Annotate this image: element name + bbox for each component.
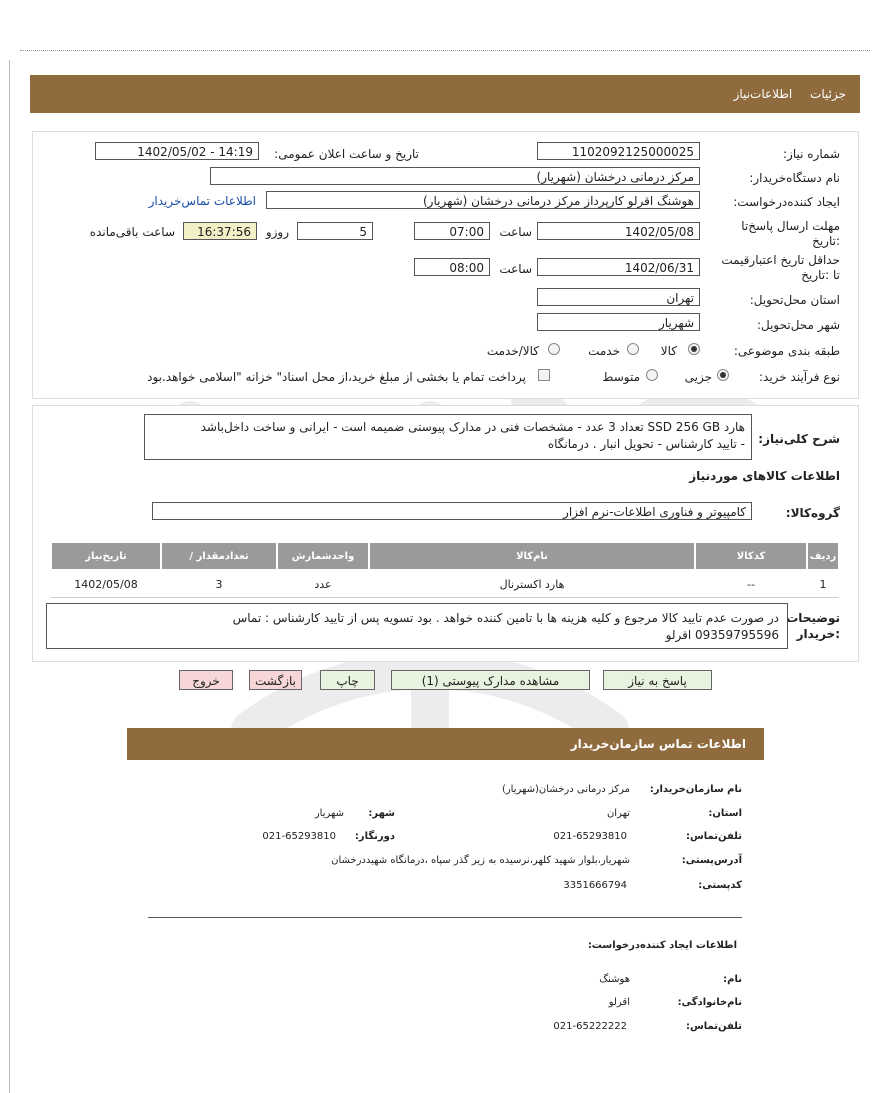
buyer-field: مرکز درمانی درخشان (شهریار) (210, 167, 700, 185)
deadline-time-label: ساعت (499, 225, 532, 239)
process-radio-minor[interactable] (717, 369, 729, 381)
goods-section-title: اطلاعات کالاهای موردنیاز (689, 469, 840, 483)
view-attachments-button[interactable]: مشاهده مدارک پیوستی (1) (391, 670, 590, 690)
buyer-notes-line-1: در صورت عدم تایید کالا مرجوع و کلیه هزینه ها با تامین کننده خواهد . بود تسویه پس از تایید کارشناس : تماس (232, 611, 779, 625)
summary-box (144, 414, 752, 460)
deadline-date-field: 1402/05/08 (537, 222, 700, 240)
process-radio-medium[interactable] (646, 369, 658, 381)
category-option-goods: کالا (660, 344, 677, 358)
col-code: کدکالا (695, 542, 807, 570)
deadline-time-field: 07:00 (414, 222, 490, 240)
remaining-time-field: 16:37:56 (183, 222, 257, 240)
col-row: ردیف (807, 542, 839, 570)
col-quantity: تعدادمقدار / (161, 542, 277, 570)
validity-label: حداقل تاریخ اعتبار‌قیمت (721, 253, 840, 267)
tab-need-info[interactable]: اطلاعات‌نیاز (733, 87, 793, 101)
exit-button[interactable]: خروج (179, 670, 233, 690)
table-row (51, 570, 839, 598)
creator-phone-value: 021-65222222 (553, 1021, 627, 1032)
page-header (30, 75, 860, 113)
buyer-notes-box (46, 603, 788, 649)
col-name: نام‌کالا (369, 542, 695, 570)
org-fax-value: 021-65293810 (262, 831, 336, 842)
deadline-label-2: :تاریخ (812, 234, 840, 248)
creator-phone-label: تلفن‌تماس: (685, 1021, 742, 1032)
org-contact-title: اطلاعات تماس سازمان‌خریدار (570, 737, 746, 751)
cell-unit: عدد (277, 570, 369, 598)
org-phone-value: 021-65293810 (553, 831, 627, 842)
validity-time-label: ساعت (499, 262, 532, 276)
payment-checkbox[interactable] (538, 369, 550, 381)
col-date: تاریخ‌نیاز (51, 542, 161, 570)
category-label: طبقه بندی موضوعی: (733, 344, 840, 358)
category-radio-goods[interactable] (688, 343, 700, 355)
creator-family-label: نام‌خانوادگی: (677, 997, 742, 1008)
org-name-label: نام سازمان‌خریدار: (649, 784, 742, 795)
validity-label-2: تا :تاریخ (801, 268, 840, 282)
buyer-notes-label-2: :خریدار (796, 627, 840, 641)
cell-row: 1 (807, 570, 839, 598)
org-city-label: شهر: (368, 808, 395, 819)
org-address-label: آدرس‌پستی: (681, 855, 742, 866)
summary-line-1: هارد SSD 256 GB تعداد 3 عدد - مشخصات فنی در مدارک پیوستی ضمیمه است - ایرانی و ساخت داخل‌باشد (200, 420, 745, 434)
deadline-label: مهلت ارسال پاسخ‌تا (741, 219, 840, 233)
creator-name-label: نام: (723, 974, 742, 985)
org-postal-value: 3351666794 (563, 880, 627, 891)
cell-name: هارد اکسترنال (369, 570, 695, 598)
validity-time-field: 08:00 (414, 258, 490, 276)
org-name-value: مرکز درمانی درخشان(شهریار) (501, 784, 630, 795)
category-option-service: خدمت (588, 344, 620, 358)
category-option-both: کالا/خدمت (486, 344, 539, 358)
buyer-notes-label: توضیحات (786, 611, 840, 625)
province-field: تهران (537, 288, 700, 306)
org-postal-label: کدپستی: (698, 880, 742, 891)
process-option-minor: جزیی (684, 370, 712, 384)
org-province-value: تهران (606, 808, 630, 819)
need-number-label: شماره نیاز: (783, 147, 840, 161)
announce-datetime-field: 1402/05/02 - 14:19 (95, 142, 259, 160)
remaining-label: ساعت باقی‌مانده (89, 225, 175, 239)
process-label: نوع فرآیند خرید: (759, 370, 840, 384)
province-label: استان محل‌تحویل: (749, 293, 840, 307)
buyer-label: نام دستگاه‌خریدار: (749, 171, 840, 185)
goods-table-header (51, 542, 839, 570)
org-city-value: شهریار (314, 808, 344, 819)
process-option-medium: متوسط (602, 370, 640, 384)
creator-family-value: اقرلو (608, 997, 630, 1008)
cell-date: 1402/05/08 (51, 570, 161, 598)
goods-group-field: کامپیوتر و فناوری اطلاعات-نرم افزار (152, 502, 752, 520)
category-radio-both[interactable] (548, 343, 560, 355)
payment-note: پرداخت تمام یا بخشی از مبلغ خرید،از محل اسناد" خزانه "اسلامی خواهد.بود (147, 370, 526, 384)
top-divider (20, 50, 870, 51)
reply-button[interactable]: پاسخ به نیاز (603, 670, 712, 690)
org-contact-header (127, 728, 764, 760)
org-address-value: شهریار،بلوار شهید کلهر،نرسیده به زیر گذر سپاه ،درمانگاه شهیددرخشان (331, 855, 630, 866)
need-number-field: 1102092125000025 (537, 142, 700, 160)
org-divider (148, 917, 742, 918)
buyer-notes-line-2: 09359795596 اقرلو (665, 628, 779, 642)
back-button[interactable]: بازگشت (249, 670, 302, 690)
days-field: 5 (297, 222, 373, 240)
summary-label: شرح کلی‌نیاز: (758, 432, 840, 446)
announce-label: تاریخ و ساعت اعلان عمومی: (274, 147, 419, 161)
col-unit: واحدشمارش (277, 542, 369, 570)
category-radio-service[interactable] (627, 343, 639, 355)
creator-label: ایجاد کننده‌درخواست: (733, 195, 840, 209)
cell-code: -- (695, 570, 807, 598)
cell-quantity: 3 (161, 570, 277, 598)
city-label: شهر محل‌تحویل: (756, 318, 840, 332)
validity-date-field: 1402/06/31 (537, 258, 700, 276)
org-fax-label: دورنگار: (354, 831, 395, 842)
creator-name-value: هوشنگ (599, 974, 630, 985)
left-border (9, 60, 10, 1093)
city-field: شهریار (537, 313, 700, 331)
creator-field: هوشنگ اقرلو کارپرداز مرکز درمانی درخشان (شهریار) (266, 191, 700, 209)
goods-table (50, 541, 840, 598)
tab-details[interactable]: جزئیات (810, 87, 846, 101)
buyer-contact-link[interactable]: اطلاعات تماس‌خریدار (148, 194, 256, 208)
org-province-label: استان: (708, 808, 742, 819)
print-button[interactable]: چاپ (320, 670, 375, 690)
summary-line-2: - تایید کارشناس - تحویل انبار . درمانگاه (547, 437, 745, 451)
goods-group-label: گروه‌کالا: (785, 506, 840, 520)
creator-info-title: اطلاعات ایجاد کننده‌درخواست: (587, 940, 737, 951)
org-phone-label: تلفن‌تماس: (685, 831, 742, 842)
days-label: روزو (265, 225, 289, 239)
